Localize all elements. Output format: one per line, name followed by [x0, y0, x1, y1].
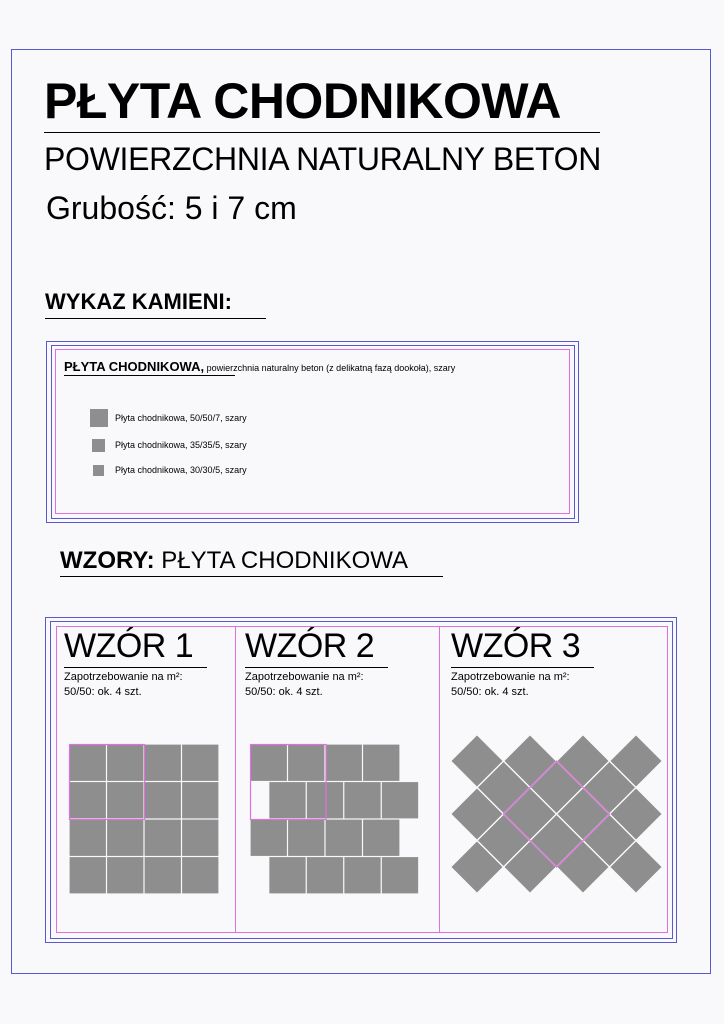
tile	[70, 857, 106, 893]
pattern-divider	[439, 626, 440, 933]
pattern-3-quantity: 50/50: ok. 4 szt.	[451, 686, 529, 698]
tile	[107, 857, 143, 893]
tile	[251, 820, 287, 856]
tile	[326, 745, 362, 781]
tile	[145, 745, 181, 781]
tile-swatch-30	[93, 465, 104, 476]
patterns-heading-underline	[60, 576, 443, 577]
tile	[182, 782, 218, 818]
tile	[363, 745, 399, 781]
tile	[182, 820, 218, 856]
tile	[145, 782, 181, 818]
tile	[288, 820, 324, 856]
tile	[288, 745, 324, 781]
tile	[70, 820, 106, 856]
pattern-1-title-underline	[64, 667, 207, 668]
tile	[344, 857, 380, 893]
tile	[326, 820, 362, 856]
tile	[70, 745, 106, 781]
stone-group-title-underline	[64, 375, 235, 376]
pattern-1-title: WZÓR 1	[64, 627, 194, 665]
stone-list-heading-underline	[45, 318, 266, 319]
tile	[307, 857, 343, 893]
tile	[107, 745, 143, 781]
stone-item-label: Płyta chodnikowa, 30/30/5, szary	[115, 465, 247, 475]
pattern-1-requirement: Zapotrzebowanie na m²:	[64, 671, 183, 683]
page-title: PŁYTA CHODNIKOWA	[44, 73, 561, 129]
patterns-heading-bold: WZORY:	[60, 547, 155, 574]
stone-item-label: Płyta chodnikowa, 35/35/5, szary	[115, 440, 247, 450]
stone-group-title: PŁYTA CHODNIKOWA,	[64, 359, 205, 374]
tile	[107, 820, 143, 856]
tile	[251, 745, 287, 781]
pattern-2-title: WZÓR 2	[245, 627, 375, 665]
pattern-3-diagram	[450, 735, 665, 895]
tile	[70, 782, 106, 818]
pattern-2-quantity: 50/50: ok. 4 szt.	[245, 686, 323, 698]
stone-group-header	[64, 358, 455, 376]
tile	[307, 782, 343, 818]
tile	[344, 782, 380, 818]
patterns-heading-rest: PŁYTA CHODNIKOWA	[154, 547, 409, 574]
tile	[182, 745, 218, 781]
tile	[145, 820, 181, 856]
pattern-3-title: WZÓR 3	[451, 627, 581, 665]
tile	[363, 820, 399, 856]
pattern-2-title-underline	[245, 667, 388, 668]
pattern-3-requirement: Zapotrzebowanie na m²:	[451, 671, 570, 683]
tile-swatch-35	[92, 439, 105, 452]
pattern-1-diagram	[69, 744, 219, 894]
pattern-divider	[235, 626, 236, 933]
pattern-3-title-underline	[451, 667, 594, 668]
tile	[107, 782, 143, 818]
thickness-label: Grubość: 5 i 7 cm	[46, 190, 297, 226]
pattern-2-requirement: Zapotrzebowanie na m²:	[245, 671, 364, 683]
pattern-1-quantity: 50/50: ok. 4 szt.	[64, 686, 142, 698]
stone-item-label: Płyta chodnikowa, 50/50/7, szary	[115, 413, 247, 423]
stone-list-heading: WYKAZ KAMIENI:	[45, 289, 232, 314]
patterns-heading	[60, 547, 408, 575]
tile-swatch-50	[90, 409, 108, 427]
stone-group-description: powierzchnia naturalny beton (z delikatną fazą dookoła), szary	[204, 363, 456, 373]
tile	[382, 782, 418, 818]
pattern-2-diagram	[250, 744, 420, 894]
tile	[269, 782, 305, 818]
title-underline	[44, 132, 600, 133]
page-subtitle: POWIERZCHNIA NATURALNY BETON	[44, 141, 602, 177]
tile	[269, 857, 305, 893]
tile	[145, 857, 181, 893]
tile	[182, 857, 218, 893]
tile	[382, 857, 418, 893]
